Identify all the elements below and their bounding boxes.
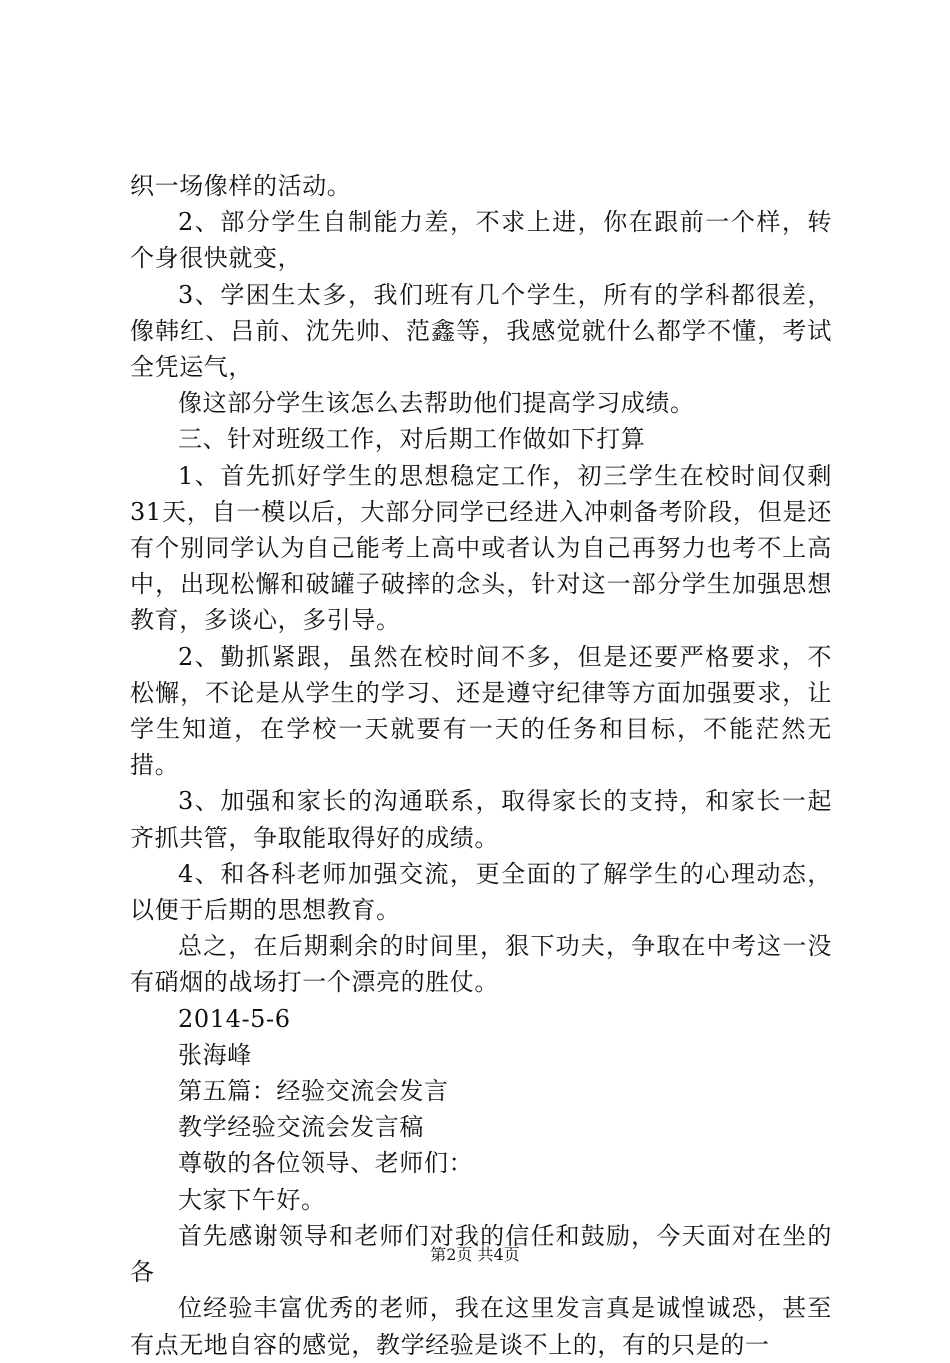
paragraph: 1、首先抓好学生的思想稳定工作，初三学生在校时间仅剩31天，自一模以后，大部分同学已经进入冲刺备考阶段，但是还有个别同学认为自己能考上高中或者认为自己再努力也考不上高中，出现松懈和破罐子破摔的念头，针对这一部分学生加强思想教育，多谈心，多引导。: [130, 461, 832, 635]
paragraph: 4、和各科老师加强交流，更全面的了解学生的心理动态，以便于后期的思想教育。: [130, 859, 832, 925]
greeting: 大家下午好。: [178, 1185, 326, 1214]
date-line: 2014-5-6: [178, 1004, 291, 1033]
salutation: 尊敬的各位领导、老师们：: [178, 1149, 474, 1178]
paragraph: 首先感谢领导和老师们对我的信任和鼓励，今天面对在坐的各: [130, 1221, 832, 1287]
page-footer: [0, 1244, 950, 1266]
paragraph: 2、部分学生自制能力差，不求上进，你在跟前一个样，转个身很快就变，: [130, 208, 832, 273]
speech-title: 教学经验交流会发言稿: [178, 1113, 424, 1142]
paragraph: 像这部分学生该怎么去帮助他们提高学习成绩。: [178, 389, 695, 418]
author-line: 张海峰: [178, 1040, 252, 1069]
paragraph: 位经验丰富优秀的老师，我在这里发言真是诚惶诚恐，甚至有点无地自容的感觉，教学经验是谈不上的，有的只是的一: [130, 1294, 832, 1359]
document-body: [130, 168, 832, 1363]
page-number: 第2页 共4页: [430, 1245, 520, 1264]
section-heading: 三、针对班级工作，对后期工作做如下打算: [178, 425, 646, 454]
paragraph: 3、加强和家长的沟通联系，取得家长的支持，和家长一起齐抓共管，争取能取得好的成绩。: [130, 787, 832, 852]
chapter-title: 第五篇：经验交流会发言: [178, 1077, 449, 1106]
paragraph: 织一场像样的活动。: [130, 172, 352, 200]
paragraph: 总之，在后期剩余的时间里，狠下功夫，争取在中考这一没有硝烟的战场打一个漂亮的胜仗。: [130, 932, 832, 997]
paragraph: 3、学困生太多，我们班有几个学生，所有的学科都很差，像韩红、吕前、沈先帅、范鑫等，我感觉就什么都学不懂，考试全凭运气，: [130, 280, 832, 382]
paragraph: 2、勤抓紧跟，虽然在校时间不多，但是还要严格要求，不松懈，不论是从学生的学习、还是遵守纪律等方面加强要求，让学生知道，在学校一天就要有一天的任务和目标，不能茫然无措。: [130, 642, 832, 780]
